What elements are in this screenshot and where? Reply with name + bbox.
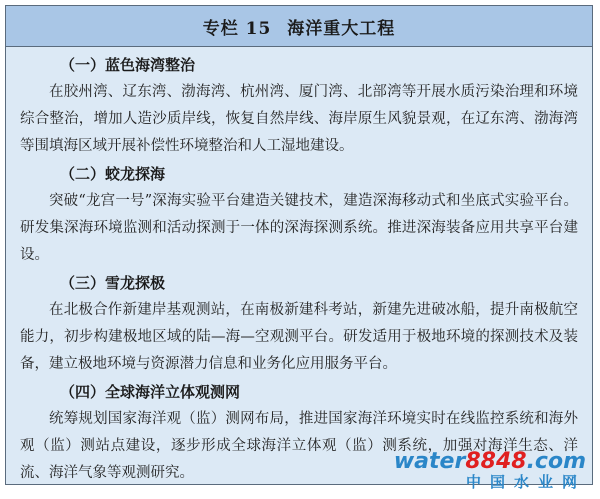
section-text: 突破“龙宫一号”深海实验平台建造关键技术，建造深海移动式和坐底式实验平台。研发集深海环境监测和活动探测于一体的深海探测系统。推进深海装备应用共享平台建设。: [20, 193, 578, 263]
feature-box: [5, 5, 593, 485]
section-text: 在北极合作新建岸基观测站，在南极新建科考站，新建先进破冰船，提升南极航空能力，初步构建极地区域的陆—海—空观测平台。研发适用于极地环境的探测技术及装备，建立极地环境与资源潜力信息和业务化应用服务平台。: [20, 302, 578, 372]
watermark: [394, 451, 586, 491]
section: [20, 269, 578, 378]
watermark-logo: water8848.com: [393, 449, 586, 474]
box-content: [6, 47, 592, 487]
column-title: 海洋重大工程: [287, 18, 396, 39]
section: [20, 160, 578, 269]
section-title: （二）蛟龙探海: [60, 165, 166, 183]
box-header: [6, 6, 592, 47]
section-title: （一）蓝色海湾整治: [60, 56, 196, 74]
watermark-cn: 中国水业网: [465, 473, 586, 491]
section-text: 在胶州湾、辽东湾、渤海湾、杭州湾、厦门湾、北部湾等开展水质污染治理和环境综合整治，增加人造沙质岸线，恢复自然岸线、海岸原生风貌景观，在辽东湾、渤海湾等围填海区域开展补偿性环境整治和人工湿地建设。: [20, 84, 578, 154]
section: [20, 51, 578, 160]
section-text: 统筹规划国家海洋观（监）测网布局，推进国家海洋环境实时在线监控系统和海外观（监）测站点建设，逐步形成全球海洋立体观（监）测系统，加强对海洋生态、洋流、海洋气象等观测研究。: [20, 411, 578, 481]
section-title: （三）雪龙探极: [60, 274, 166, 292]
section-title: （四）全球海洋立体观测网: [60, 383, 241, 401]
column-number: 专栏 15: [202, 18, 272, 39]
